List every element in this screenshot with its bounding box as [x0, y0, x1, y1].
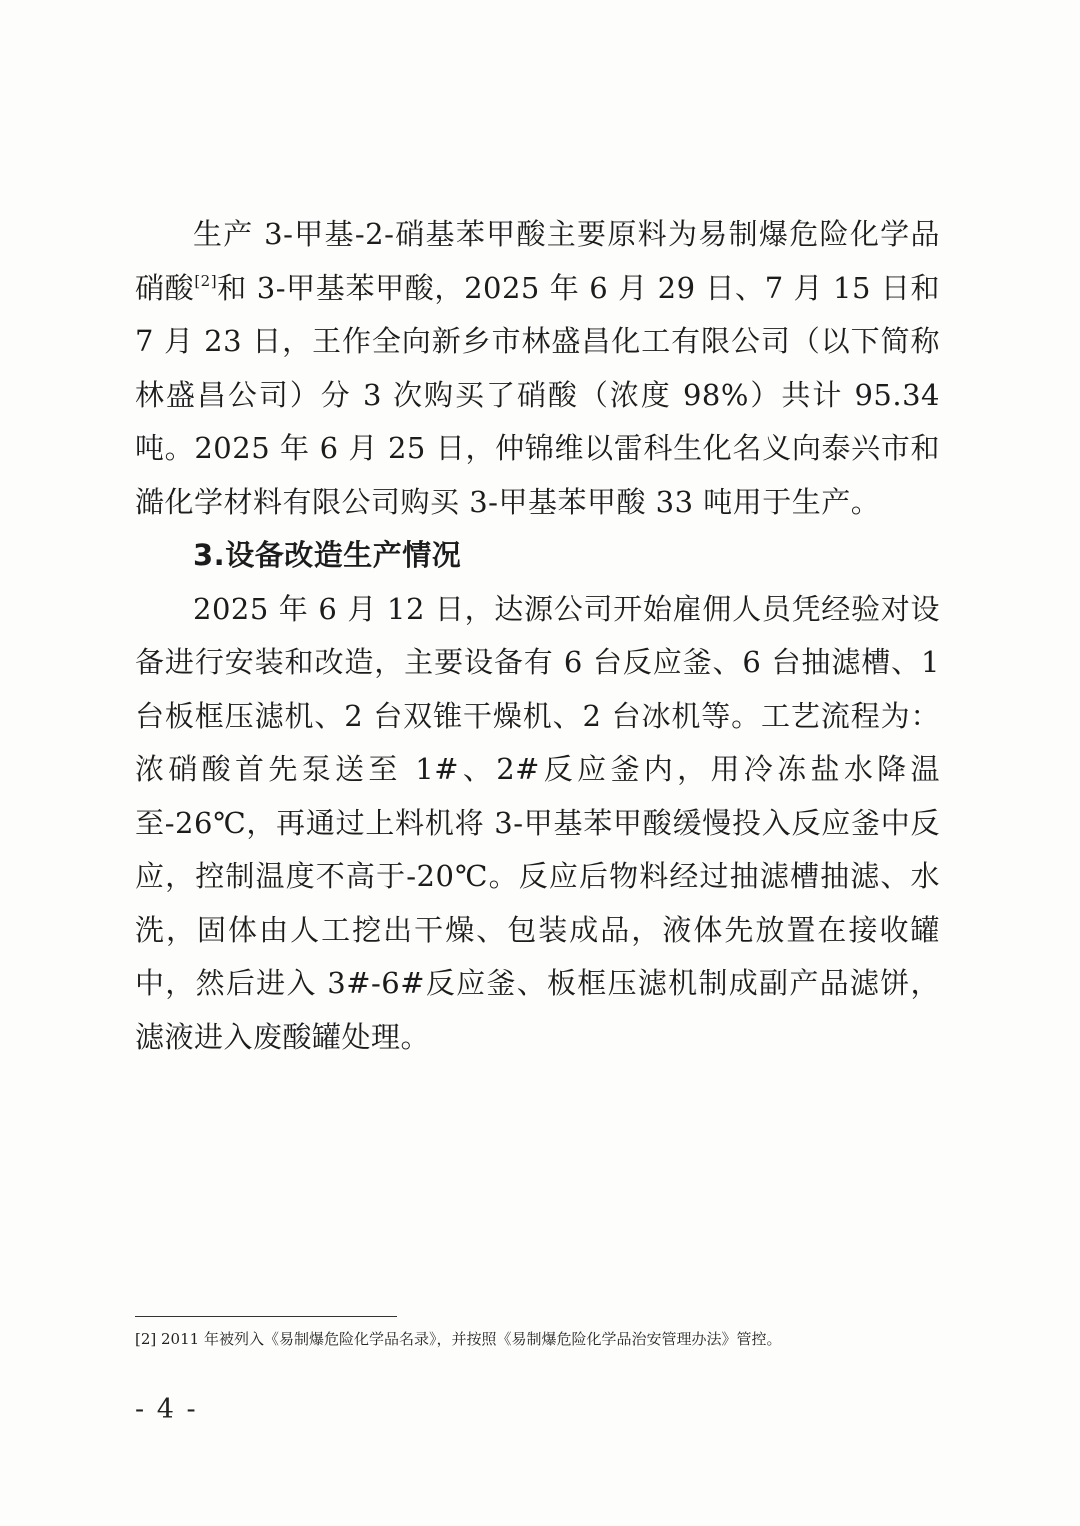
- page-number: - 4 -: [135, 1394, 198, 1425]
- paragraph-raw-materials: [135, 208, 940, 529]
- footnote: [2] 2011 年被列入《易制爆危险化学品名录》，并按照《易制爆危险化学品治安管理办法》管控。: [135, 1330, 782, 1348]
- paragraph-text: 和 3-甲基苯甲酸，2025 年 6 月 29 日、7 月 15 日和 7 月 23 日，王作全向新乡市林盛昌化工有限公司（以下简称林盛昌公司）分 3 次购买了硝酸（浓度 98%）共计 95.34 吨。2025 年 6 月 25 日，仲锦维以雷科生化名义向泰兴市和澔化学材料有限公司购买 3-甲基苯甲酸 33 吨用于生产。: [135, 270, 940, 519]
- section-heading: 3.设备改造生产情况: [193, 538, 462, 572]
- document-body: [135, 208, 940, 1064]
- footnote-divider: [135, 1316, 397, 1317]
- paragraph-equipment: 2025 年 6 月 12 日，达源公司开始雇佣人员凭经验对设备进行安装和改造，主要设备有 6 台反应釜、6 台抽滤槽、1 台板框压滤机、2 台双锥干燥机、2 台冰机等。工艺流程为：浓硝酸首先泵送至 1#、2#反应釜内，用冷冻盐水降温至-26℃，再通过上料机将 3-甲基苯甲酸缓慢投入反应釜中反应，控制温度不高于-20℃。反应后物料经过抽滤槽抽滤、水洗，固体由人工挖出干燥、包装成品，液体先放置在接收罐中，然后进入 3#-6#反应釜、板框压滤机制成副产品滤饼，滤液进入废酸罐处理。: [135, 591, 940, 1054]
- paragraph-text: 生产 3-甲基-2-硝基苯甲酸主要原料为易制爆危险化学品硝酸: [135, 217, 940, 305]
- footnote-reference: [2]: [194, 271, 218, 290]
